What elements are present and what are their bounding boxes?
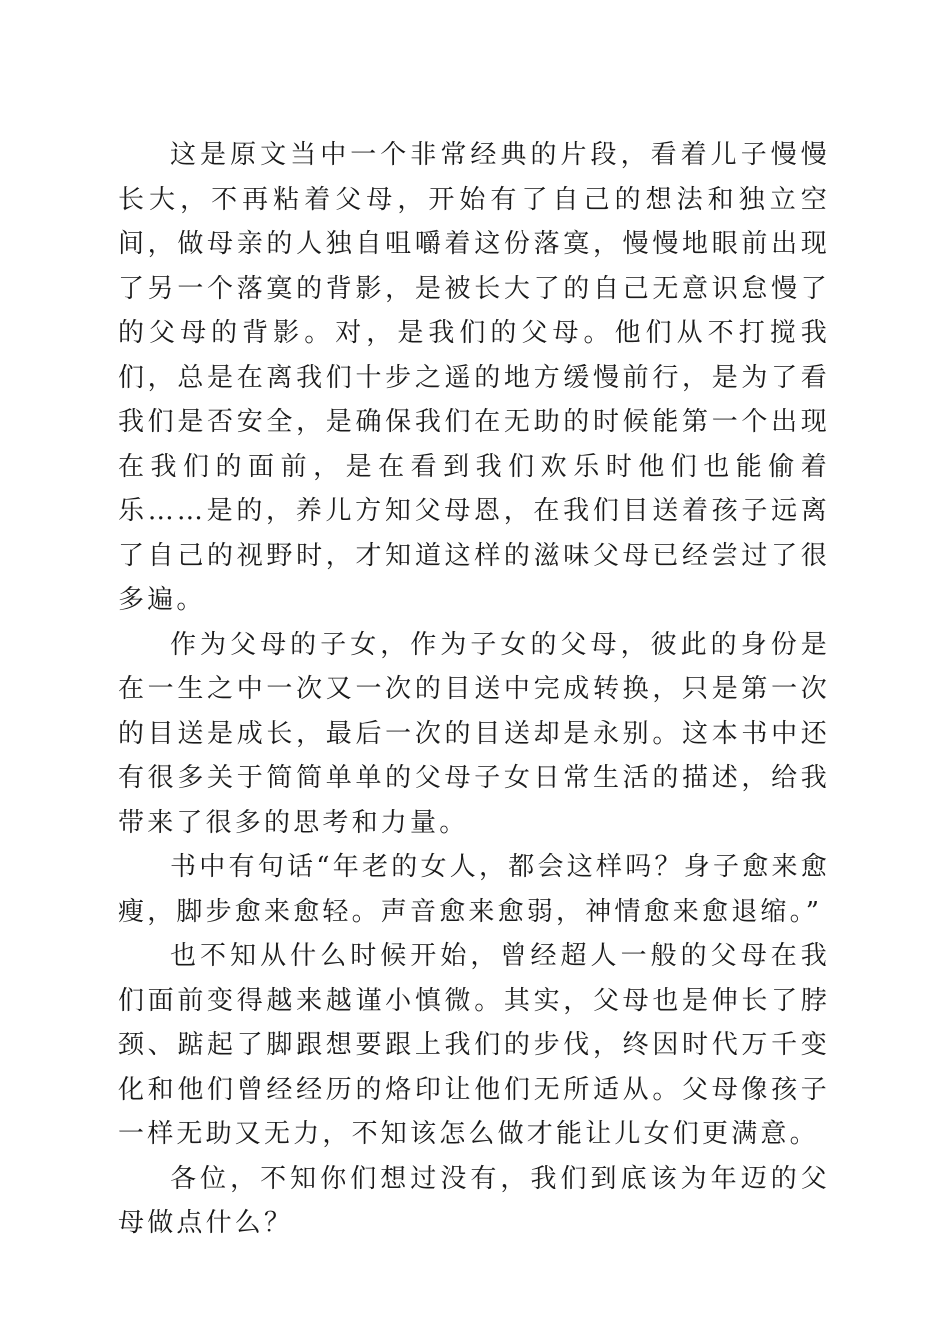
paragraph-4: 也不知从什么时候开始，曾经超人一般的父母在我们面前变得越来越谨小慎微。其实，父母也是伸长了脖颈、踮起了脚跟想要跟上我们的步伐，终因时代万千变化和他们曾经经历的烙印让他们无所适从。父母像孩子一样无助又无力，不知该怎么做才能让儿女们更满意。 (118, 941, 830, 1149)
paragraph-3: 书中有句话“年老的女人，都会这样吗？身子愈来愈瘦，脚步愈来愈轻。声音愈来愈弱，神情愈来愈退缩。” (118, 852, 830, 927)
paragraph-5: 各位，不知你们想过没有，我们到底该为年迈的父母做点什么？ (118, 1163, 830, 1238)
document-page (118, 133, 830, 1246)
paragraph-2: 作为父母的子女，作为子女的父母，彼此的身份是在一生之中一次又一次的目送中完成转换，只是第一次的目送是成长，最后一次的目送却是永别。这本书中还有很多关于简简单单的父母子女日常生活的描述，给我带来了很多的思考和力量。 (118, 629, 830, 838)
paragraph-1: 这是原文当中一个非常经典的片段，看着儿子慢慢长大，不再粘着父母，开始有了自己的想法和独立空间，做母亲的人独自咀嚼着这份落寞，慢慢地眼前出现了另一个落寞的背影，是被长大了的自己无意识怠慢了的父母的背影。对，是我们的父母。他们从不打搅我们，总是在离我们十步之遥的地方缓慢前行，是为了看我们是否安全，是确保我们在无助的时候能第一个出现在我们的面前，是在看到我们欢乐时他们也能偷着乐……是的，养儿方知父母恩，在我们目送着孩子远离了自己的视野时，才知道这样的滋味父母已经尝过了很多遍。 (118, 140, 830, 615)
